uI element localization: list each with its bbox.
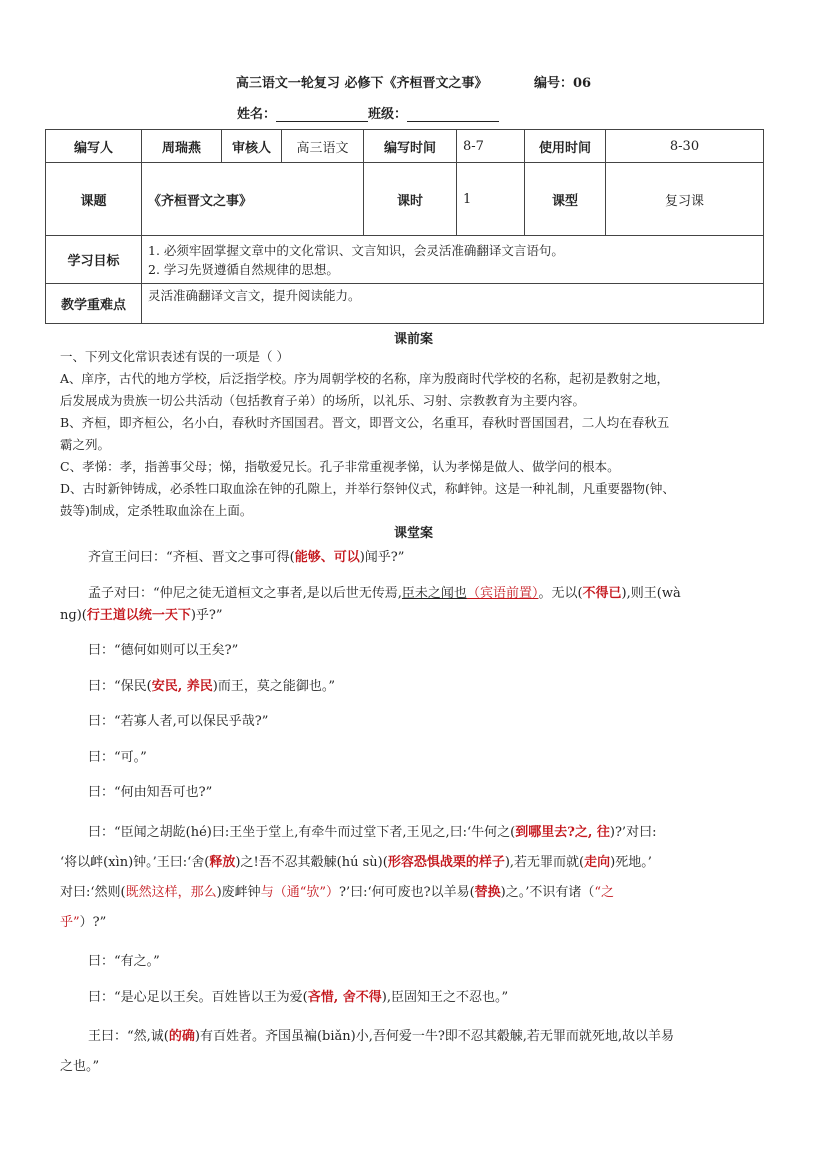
annotation: 的确 — [168, 1029, 195, 1044]
text-paragraph: 曰：“何由知吾可也?” — [88, 785, 213, 800]
text-paragraph: 曰：“德何如则可以王矣?” — [88, 643, 239, 658]
topic-label: 课题 — [46, 163, 142, 236]
underlined-phrase: 臣未之闻也 — [401, 585, 467, 601]
annotation: （宾语前置） — [466, 585, 539, 601]
hours-label: 课时 — [364, 163, 457, 236]
key-points-value: 灵活准确翻译文言文，提升阅读能力。 — [142, 284, 764, 324]
annotation: 乎” — [60, 914, 80, 930]
type-value: 复习课 — [606, 163, 764, 236]
type-label: 课型 — [525, 163, 606, 236]
option-line: 鼓等)制成，定杀牲取血涂在上面。 — [60, 503, 253, 518]
annotation: 到哪里去?之, 往 — [515, 824, 610, 840]
text-paragraph: 曰：“臣闻之胡龁(hé)曰:王坐于堂上,有牵牛而过堂下者,王见之,曰:‘牛何之(到哪里去?之, 往)?’对曰: ‘将以衅(xìn)钟。’王曰:‘舍(释放)之!吾不忍其觳觫(hú sù)(形容恐惧战栗的样子),若无罪而就(走向)死地。’ 对曰:‘然则(既然这样，那么)废衅钟与（通“欤”）?’曰:‘何可废也?以羊易(替换)之。’不识有诸（“之 乎”）?” — [60, 824, 657, 930]
pre-class-title: 课前案 — [393, 332, 433, 347]
student-info-line — [237, 103, 499, 122]
annotation: 不得已 — [582, 585, 622, 601]
class-blank[interactable] — [407, 107, 499, 122]
document-number: 编号：06 — [533, 76, 592, 91]
name-label: 姓名： — [237, 107, 277, 122]
goal-item: 2. 学习先贤遵循自然规律的思想。 — [148, 261, 339, 277]
annotation: 走向 — [584, 854, 611, 870]
goal-item: 1. 必须牢固掌握文章中的文化常识、文言知识，会灵活准确翻译文言语句。 — [148, 242, 564, 258]
page-title — [0, 72, 827, 91]
text-paragraph: 曰：“是心足以王矣。百姓皆以王为爱(吝惜, 舍不得),臣固知王之不忍也。” — [88, 989, 509, 1005]
in-class-title: 课堂案 — [393, 526, 433, 541]
author-label: 编写人 — [46, 130, 142, 163]
option-line: A、庠序，古代的地方学校，后泛指学校。序为周朝学校的名称，庠为殷商时代学校的名称，起初是教射之地， — [60, 371, 670, 386]
annotation: 能够、可以 — [294, 550, 360, 565]
option-line: B、齐桓，即齐桓公，名小白，春秋时齐国国君。晋文，即晋文公，名重耳，春秋时晋国国君，二人均在春秋五 — [60, 415, 670, 430]
text-paragraph: 曰：“可。” — [88, 749, 147, 765]
hours-value: 1 — [457, 163, 525, 236]
text-paragraph: 孟子对曰：“仲尼之徒无道桓文之事者,是以后世无传焉,臣未之闻也（宾语前置）。无以(不得已),则王(wà nɡ)(行王道以统一天下)乎?” — [60, 585, 681, 623]
name-blank[interactable] — [276, 107, 368, 122]
annotation: 形容恐惧战栗的样子 — [387, 854, 505, 870]
annotation: 替换 — [474, 884, 501, 900]
annotation: 安民, 养民 — [151, 678, 213, 694]
goals-cell — [142, 236, 764, 284]
option-line: C、孝悌：孝，指善事父母；悌，指敬爱兄长。孔子非常重视孝悌，认为孝悌是做人、做学问的根本。 — [60, 459, 620, 474]
document-title: 高三语文一轮复习 必修下《齐桓晋文之事》 — [235, 76, 488, 91]
text-paragraph: 齐宣王问曰：“齐桓、晋文之事可得(能够、可以)闻乎?” — [88, 550, 405, 565]
write-time-label: 编写时间 — [364, 130, 457, 163]
topic-value: 《齐桓晋文之事》 — [142, 163, 364, 236]
annotation: 行王道以统一天下 — [86, 607, 191, 623]
text-paragraph: 曰：“若寡人者,可以保民乎哉?” — [88, 714, 269, 729]
text-paragraph: 曰：“保民(安民, 养民)而王，莫之能御也。” — [88, 678, 335, 694]
option-line: 霸之列。 — [60, 437, 111, 452]
in-class-section — [60, 547, 782, 1096]
annotation: 与（通“欤”） — [260, 884, 339, 900]
text-paragraph: 王曰：“然,诚(的确)有百姓者。齐国虽褊(biǎn)小,吾何爱一牛?即不忍其觳觫,若无罪而就死地,故以羊易 之也。” — [60, 1029, 675, 1074]
option-line: 后发展成为贵族一切公共活动（包括教育子弟）的场所，以礼乐、习射、宗教教育为主要内容。 — [60, 393, 586, 408]
use-time-label: 使用时间 — [525, 130, 606, 163]
annotation: “之 — [594, 884, 615, 900]
lesson-info-table — [45, 129, 764, 324]
key-points-label: 教学重难点 — [46, 284, 142, 324]
pre-class-section — [60, 346, 782, 522]
annotation: 释放 — [209, 854, 236, 870]
option-line: D、古时新钟铸成，必杀牲口取血涂在钟的孔隙上，并举行祭钟仪式，称衅钟。这是一种礼制，凡重要器物(钟、 — [60, 481, 675, 496]
annotation: 既然这样，那么 — [125, 884, 217, 900]
goals-label: 学习目标 — [46, 236, 142, 284]
reviewer-value: 高三语文 — [282, 130, 364, 163]
class-label: 班级： — [368, 107, 408, 122]
text-paragraph: 曰：“有之。” — [88, 954, 160, 969]
author-value: 周瑞燕 — [142, 130, 222, 163]
question-stem: 一、下列文化常识表述有误的一项是（ ） — [60, 349, 289, 364]
annotation: 吝惜, 舍不得 — [307, 989, 382, 1005]
write-time-value: 8-7 — [457, 130, 525, 163]
reviewer-label: 审核人 — [222, 130, 282, 163]
use-time-value: 8-30 — [606, 130, 764, 163]
